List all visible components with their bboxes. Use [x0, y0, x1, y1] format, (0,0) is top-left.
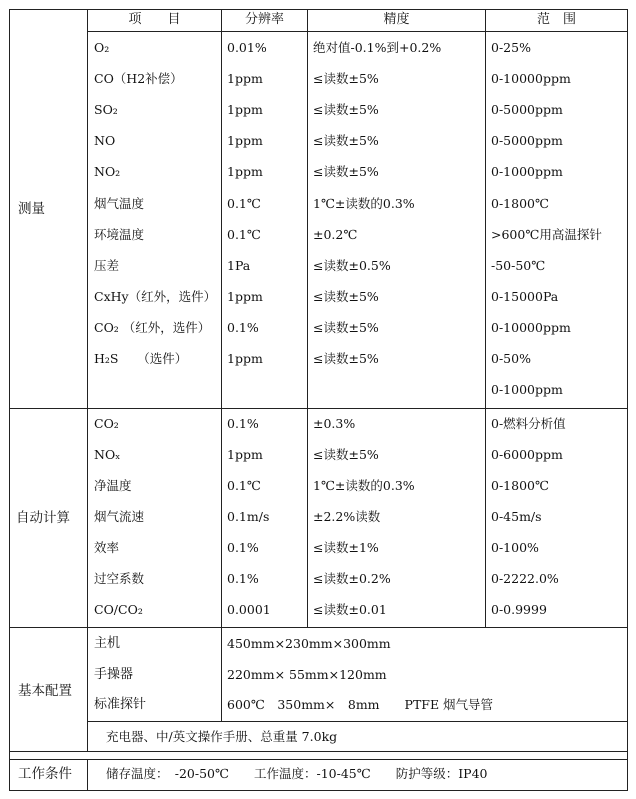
measure-row-item: 压差 — [94, 257, 120, 273]
calc-row-accuracy: 1℃±读数的0.3% — [313, 478, 415, 493]
config-spec: 600℃ 350mm× 8mm PTFE 烟气导管 — [227, 697, 494, 712]
calc-row-accuracy: ≤读数±0.01 — [313, 602, 387, 617]
header-accuracy: 精度 — [383, 12, 410, 27]
calc-row-item: CO/CO₂ — [94, 602, 143, 617]
section-divider — [9, 408, 628, 409]
calc-row-range: 0-0.9999 — [491, 602, 547, 617]
measure-row-accuracy: 1℃±读数的0.3% — [313, 195, 415, 211]
calc-row-resolution: 0.1% — [227, 416, 259, 431]
measure-row-accuracy: ≤读数±5% — [313, 164, 379, 180]
calc-row-item: 效率 — [94, 540, 120, 555]
measure-row-range: 0-15000Pa — [491, 288, 559, 304]
calc-row-range: 0-45m/s — [491, 509, 542, 524]
table-border-bottom — [9, 790, 628, 791]
measure-row-range: 0-1800℃ — [491, 195, 549, 211]
measure-row-accuracy: ±0.2℃ — [313, 226, 358, 242]
calc-row-accuracy: ≤读数±5% — [313, 447, 379, 462]
measure-row-item: H₂S （选件） — [94, 351, 188, 366]
section-divider — [9, 759, 628, 760]
measure-row-range: 0-25% — [491, 40, 531, 55]
measure-row-accuracy: ≤读数±5% — [313, 102, 379, 118]
calc-row-accuracy: ±0.3% — [313, 416, 356, 431]
config-item: 手操器 — [94, 667, 134, 682]
calc-row-range: 0-6000ppm — [491, 447, 563, 462]
measure-row-range: 0-1000ppm — [491, 382, 563, 398]
measure-row-range: >600℃用高温探针 — [491, 226, 602, 242]
calc-row-resolution: 0.1℃ — [227, 478, 261, 493]
calc-row-range: 0-燃料分析值 — [491, 416, 566, 431]
config-item: 标准探针 — [94, 697, 147, 712]
measure-row-range: -50-50℃ — [491, 257, 546, 273]
calc-row-resolution: 0.0001 — [227, 602, 271, 617]
table-border-left — [9, 9, 10, 790]
calc-row-resolution: 1ppm — [227, 447, 263, 462]
measure-row-range: 0-5000ppm — [491, 102, 563, 118]
table-border-right — [627, 9, 628, 790]
measure-row-item: NO₂ — [94, 164, 121, 180]
measure-row-resolution: 0.1℃ — [227, 195, 261, 211]
calc-row-resolution: 0.1m/s — [227, 509, 270, 524]
calc-row-range: 0-100% — [491, 540, 539, 555]
section-divider — [9, 627, 628, 628]
calc-row-accuracy: ≤读数±0.2% — [313, 571, 391, 586]
measure-row-item: SO₂ — [94, 102, 118, 118]
calc-row-item: 净温度 — [94, 478, 132, 493]
header-item: 项 目 — [128, 12, 181, 27]
measure-row-item: 烟气温度 — [94, 195, 145, 211]
measure-row-accuracy: ≤读数±5% — [313, 319, 379, 335]
calc-row-item: NOₓ — [94, 447, 121, 462]
measure-row-resolution: 1ppm — [227, 102, 263, 118]
header-resolution: 分辨率 — [244, 12, 284, 27]
calc-row-item: CO₂ — [94, 416, 119, 431]
calc-row-accuracy: ±2.2%读数 — [313, 509, 381, 524]
row-divider — [87, 721, 628, 722]
measure-row-accuracy: ≤读数±5% — [313, 288, 379, 304]
measure-row-item: O₂ — [94, 40, 110, 55]
column-divider — [485, 9, 486, 627]
header-divider — [87, 31, 628, 32]
measure-row-range: 0-10000ppm — [491, 319, 571, 335]
measure-row-range: 0-50% — [491, 351, 531, 366]
measure-row-item: CxHy（红外，选件） — [94, 288, 217, 304]
calc-row-range: 0-2222.0% — [491, 571, 559, 586]
config-spec: 220mm× 55mm×120mm — [227, 667, 387, 682]
column-divider — [307, 9, 308, 627]
calc-row-accuracy: ≤读数±1% — [313, 540, 379, 555]
column-divider — [87, 9, 88, 751]
config-accessories: 充电器、中/英文操作手册、总重量 7.0kg — [106, 729, 338, 744]
measure-row-item: NO — [94, 133, 116, 149]
measure-row-item: 环境温度 — [94, 226, 145, 242]
measure-row-resolution: 1ppm — [227, 351, 263, 366]
measure-row-resolution: 1ppm — [227, 164, 263, 180]
calc-row-item: 过空系数 — [94, 571, 145, 586]
measure-row-item: CO₂ （红外，选件） — [94, 319, 211, 335]
measure-row-accuracy: ≤读数±5% — [313, 133, 379, 149]
conditions-text: 储存温度： -20-50℃ 工作温度：-10-45℃ 防护等级：IP40 — [106, 766, 488, 781]
column-divider — [221, 9, 222, 627]
config-item: 主机 — [94, 636, 121, 651]
measure-row-range: 0-1000ppm — [491, 164, 563, 180]
measure-row-resolution: 1ppm — [227, 288, 263, 304]
measure-row-accuracy: ≤读数±5% — [313, 71, 379, 87]
config-spec: 450mm×230mm×300mm — [227, 636, 391, 651]
section-divider — [9, 751, 628, 752]
column-divider — [221, 627, 222, 721]
measure-row-resolution: 0.1℃ — [227, 226, 261, 242]
measure-row-item: CO（H2补偿） — [94, 71, 183, 87]
table-border-top — [9, 9, 628, 10]
measure-row-resolution: 1Pa — [227, 257, 251, 273]
calc-row-resolution: 0.1% — [227, 540, 259, 555]
measure-row-accuracy: 绝对值-0.1%到+0.2% — [313, 40, 442, 55]
calc-row-resolution: 0.1% — [227, 571, 259, 586]
calc-row-item: 烟气流速 — [94, 509, 145, 524]
measure-row-resolution: 1ppm — [227, 133, 263, 149]
measure-row-range: 0-10000ppm — [491, 71, 571, 87]
section-label-calc: 自动计算 — [16, 510, 70, 526]
section-label-conditions: 工作条件 — [18, 766, 72, 782]
measure-row-accuracy: ≤读数±0.5% — [313, 257, 391, 273]
calc-row-range: 0-1800℃ — [491, 478, 549, 493]
measure-row-range: 0-5000ppm — [491, 133, 563, 149]
measure-row-accuracy: ≤读数±5% — [313, 351, 379, 366]
section-label-measure: 测量 — [18, 201, 45, 217]
header-range: 范 围 — [536, 12, 576, 27]
measure-row-resolution: 1ppm — [227, 71, 263, 87]
measure-row-resolution: 0.1% — [227, 319, 259, 335]
measure-row-resolution: 0.01% — [227, 40, 267, 55]
section-label-config: 基本配置 — [18, 683, 72, 699]
